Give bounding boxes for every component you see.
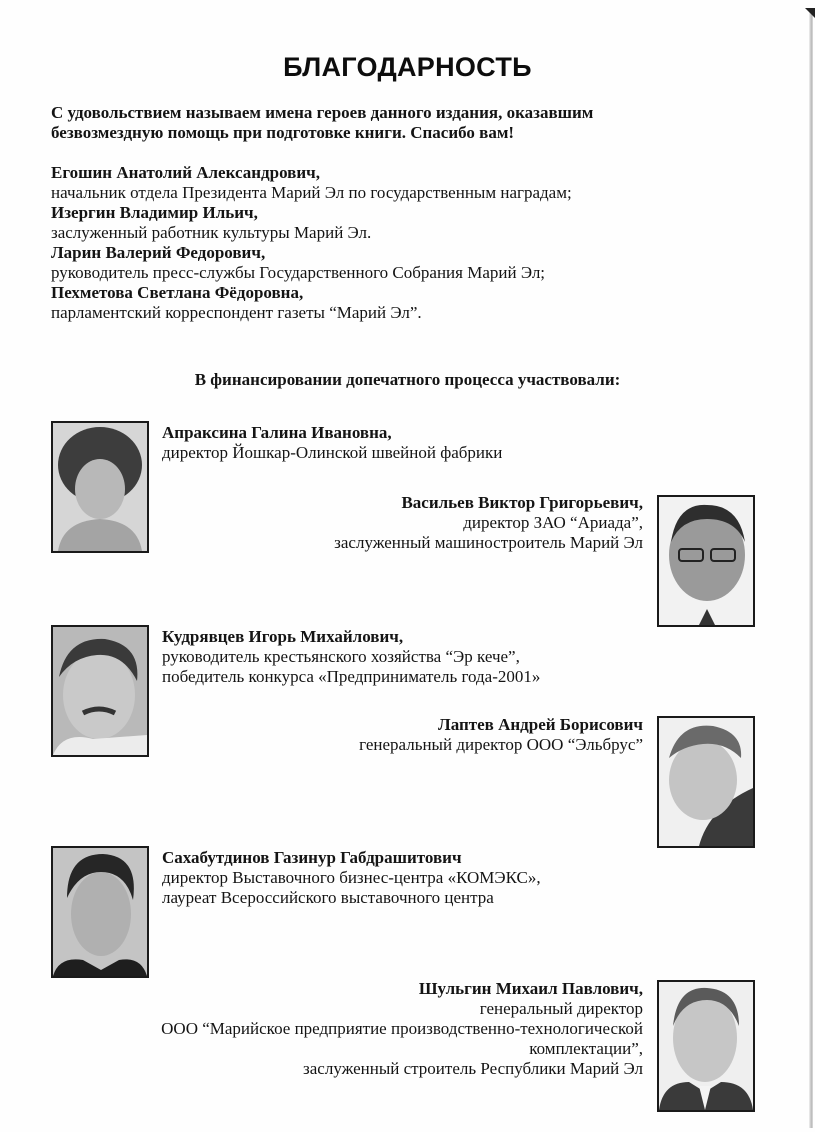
- intro-line: С удовольствием называем имена героев данного издания, оказавшим: [51, 103, 594, 122]
- helper-name: Пехметова Светлана Фёдоровна,: [51, 283, 304, 302]
- sponsor-name: Апраксина Галина Ивановна,: [162, 423, 392, 442]
- helper-role: начальник отдела Президента Марий Эл по государственным наградам;: [51, 183, 572, 202]
- sponsor-role: заслуженный строитель Республики Марий Эл: [303, 1059, 643, 1078]
- helper-entry: [51, 283, 701, 323]
- intro-line: безвозмездную помощь при подготовке книги. Спасибо вам!: [51, 123, 515, 142]
- sponsor-role: генеральный директор ООО “Эльбрус”: [359, 735, 643, 754]
- sponsor-entry: [162, 627, 540, 687]
- sponsor-name: Лаптев Андрей Борисович: [438, 715, 643, 734]
- helper-entry: [51, 203, 701, 243]
- portrait-man-dark-hair-icon: [53, 848, 147, 976]
- sponsor-name: Васильев Виктор Григорьевич,: [401, 493, 643, 512]
- portrait-photo: [657, 716, 755, 848]
- sponsor-role: генеральный директор: [479, 999, 643, 1018]
- helper-name: Изергин Владимир Ильич,: [51, 203, 258, 222]
- helper-entry: [51, 243, 701, 283]
- sponsor-name: Шульгин Михаил Павлович,: [418, 979, 643, 998]
- sponsor-entry: [359, 715, 643, 755]
- sponsor-role: ООО “Марийское предприятие производственно-технологической: [161, 1019, 643, 1038]
- portrait-man-smiling-icon: [659, 718, 753, 846]
- portrait-photo: [51, 846, 149, 978]
- sponsor-role: директор ЗАО “Ариада”,: [463, 513, 643, 532]
- page-title: БЛАГОДАРНОСТЬ: [283, 52, 532, 82]
- helper-name: Егошин Анатолий Александрович,: [51, 163, 320, 182]
- portrait-photo: [51, 625, 149, 757]
- sponsor-role: лауреат Всероссийского выставочного центра: [162, 888, 494, 907]
- sponsor-role: победитель конкурса «Предприниматель года-2001»: [162, 667, 541, 686]
- sponsor-entry: [334, 493, 643, 553]
- sponsors-heading: В финансировании допечатного процесса участвовали:: [194, 370, 621, 389]
- portrait-photo: [657, 980, 755, 1112]
- sponsor-role: комплектации”,: [529, 1039, 643, 1058]
- sponsor-entry: [162, 848, 541, 908]
- sponsor-role: директор Выставочного бизнес-центра «КОМЭКС»,: [162, 868, 541, 887]
- sponsor-entry: [161, 979, 643, 1079]
- helper-name: Ларин Валерий Федорович,: [51, 243, 266, 262]
- helper-role: парламентский корреспондент газеты “Марий Эл”.: [51, 303, 422, 322]
- portrait-photo: [657, 495, 755, 627]
- helper-role: руководитель пресс-службы Государственного Собрания Марий Эл;: [51, 263, 546, 282]
- sponsor-role: руководитель крестьянского хозяйства “Эр кече”,: [162, 647, 520, 666]
- sponsor-entry: [162, 423, 502, 463]
- sponsor-name: Сахабутдинов Газинур Габдрашитович: [162, 848, 462, 867]
- portrait-woman-icon: [53, 423, 147, 551]
- helper-entry: [51, 163, 701, 203]
- intro-paragraph: [51, 103, 691, 143]
- sponsor-name: Кудрявцев Игорь Михайлович,: [162, 627, 404, 646]
- page-spine-shadow: [809, 8, 813, 1128]
- portrait-man-suit-icon: [659, 982, 753, 1110]
- sponsor-role: директор Йошкар-Олинской швейной фабрики: [162, 443, 503, 462]
- helper-role: заслуженный работник культуры Марий Эл.: [51, 223, 372, 242]
- portrait-photo: [51, 421, 149, 553]
- helpers-list: [51, 163, 701, 323]
- sponsor-role: заслуженный машиностроитель Марий Эл: [334, 533, 643, 552]
- portrait-man-glasses-icon: [659, 497, 753, 625]
- portrait-man-mustache-icon: [53, 627, 147, 755]
